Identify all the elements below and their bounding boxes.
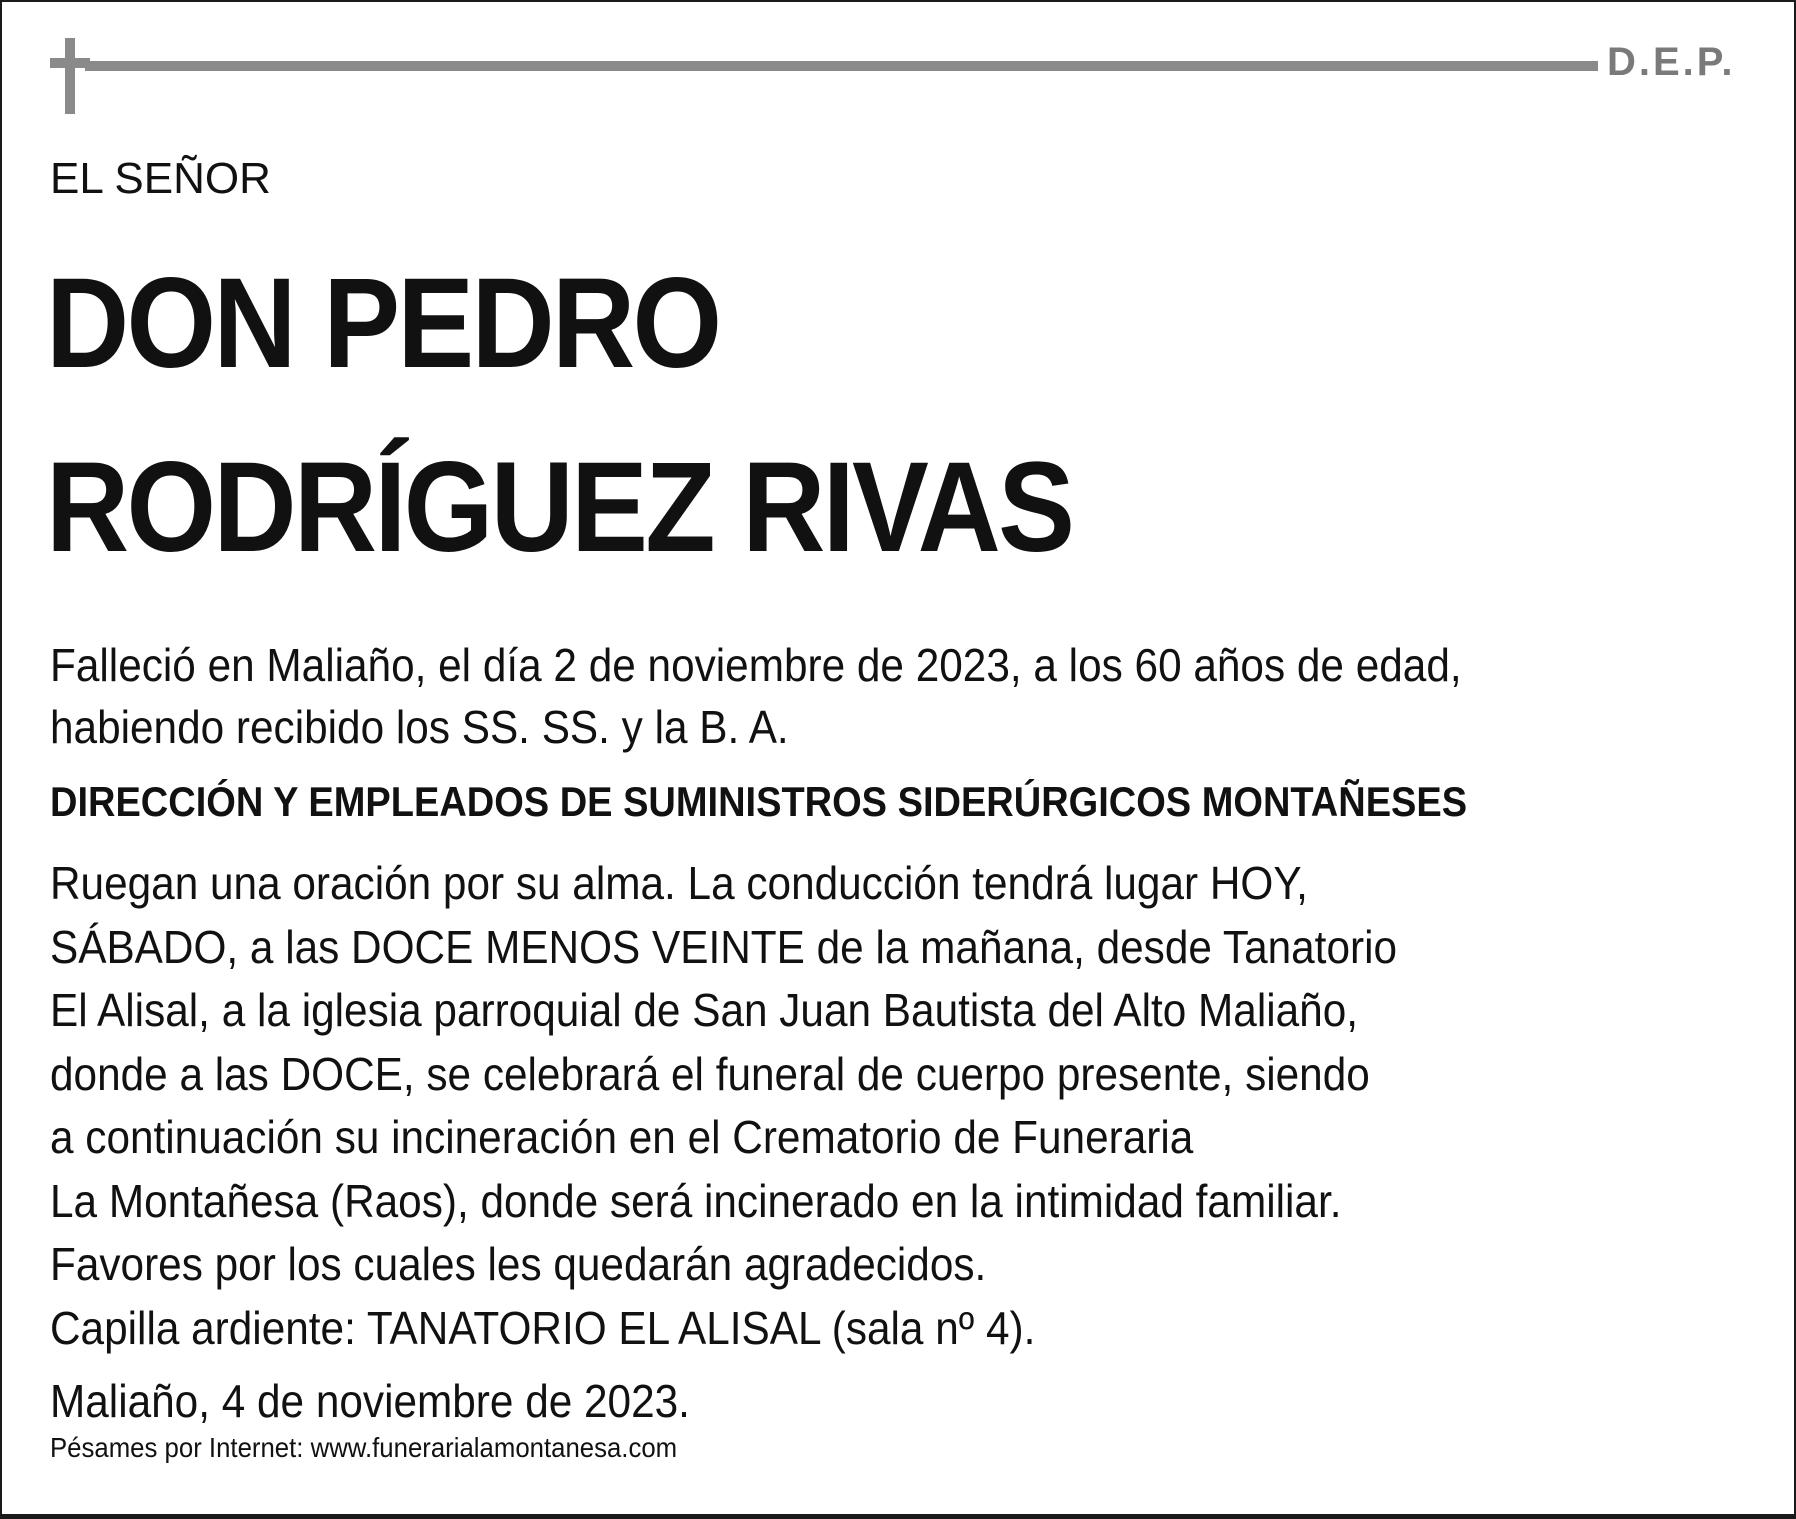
body-line: Capilla ardiente: TANATORIO EL ALISAL (sala nº 4). (50, 1301, 1036, 1354)
header-rule (85, 61, 1598, 71)
deceased-name-line1: DON PEDRO (46, 252, 720, 395)
body-line: La Montañesa (Raos), donde será incinerado en la intimidad familiar. (50, 1174, 1342, 1227)
honorific: EL SEÑOR (50, 154, 271, 203)
intro-line: habiendo recibido los SS. SS. y la B. A. (50, 701, 789, 753)
body-line: El Alisal, a la iglesia parroquial de San Juan Bautista del Alto Maliaño, (50, 984, 1359, 1036)
funeral-details (50, 852, 1397, 1360)
deceased-name-line2: RODRÍGUEZ RIVAS (46, 436, 1073, 579)
body-line: SÁBADO, a las DOCE MENOS VEINTE de la mañana, desde Tanatorio (50, 920, 1398, 973)
dep-mark: D.E.P. (1607, 40, 1736, 84)
body-line: Favores por los cuales les quedarán agradecidos. (50, 1238, 987, 1290)
death-announcement (50, 634, 1462, 758)
place-date: Maliaño, 4 de noviembre de 2023. (50, 1375, 690, 1427)
condolences-link-text: Pésames por Internet: www.funerarialamontanesa.com (50, 1432, 678, 1463)
body-line: a continuación su incineración en el Crematorio de Funeraria (50, 1111, 1194, 1163)
body-line: Ruegan una oración por su alma. La conducción tendrá lugar HOY, (50, 857, 1308, 909)
cross-icon (50, 38, 90, 114)
mourners-heading: DIRECCIÓN Y EMPLEADOS DE SUMINISTROS SIDERÚRGICOS MONTAÑESES (50, 778, 1468, 825)
intro-line: Falleció en Maliaño, el día 2 de noviembre de 2023, a los 60 años de edad, (50, 639, 1462, 691)
body-line: donde a las DOCE, se celebrará el funeral de cuerpo presente, siendo (50, 1047, 1370, 1100)
